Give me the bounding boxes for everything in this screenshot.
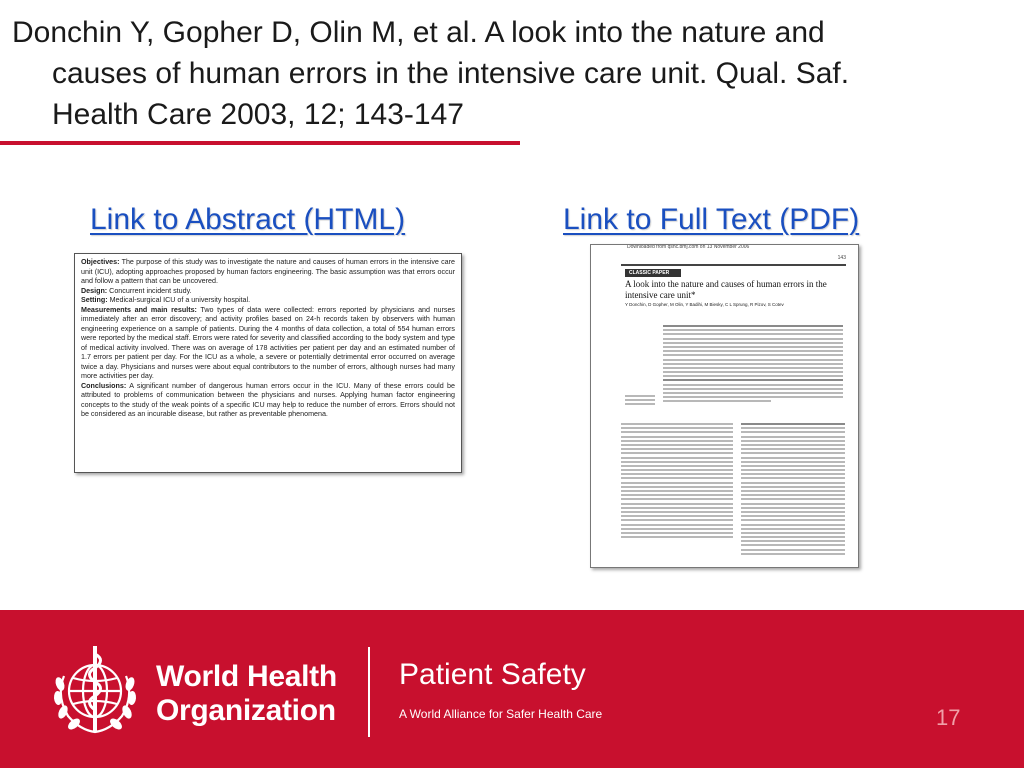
citation-line-2: causes of human errors in the intensive care unit. Qual. Saf.: [52, 57, 850, 90]
fulltext-pdf-thumbnail[interactable]: [590, 244, 859, 568]
abstract-thumbnail[interactable]: [74, 253, 462, 473]
patient-safety-title: Patient Safety: [399, 658, 586, 691]
paper-column-right: [741, 423, 845, 557]
who-name-line-2: Organization: [156, 694, 336, 727]
who-name-line-1: World Health: [156, 660, 337, 693]
paper-page-number: 143: [837, 255, 846, 261]
setting-label: Setting:: [81, 296, 108, 304]
citation-line-1: Donchin Y, Gopher D, Olin M, et al. A look into the nature and: [12, 16, 825, 49]
paper-header-rule: [621, 264, 846, 266]
abstract-html-link[interactable]: Link to Abstract (HTML): [90, 203, 406, 236]
paper-margin-note: [625, 395, 655, 408]
design-text: Concurrent incident study.: [109, 286, 192, 295]
patient-safety-subtitle: A World Alliance for Safer Health Care: [399, 707, 603, 721]
title-underline-rule: [0, 141, 520, 145]
who-name: [156, 660, 337, 728]
paper-download-line: Downloaded from qshc.bmj.com on 13 November 2006: [627, 244, 750, 250]
objectives-label: Objectives:: [81, 258, 120, 266]
conclusions-label: Conclusions:: [81, 381, 127, 390]
abstract-text: [81, 258, 455, 420]
measurements-text: Two types of data were collected: errors reported by physicians and nurses immediately after an error discovery; and activity profiles based on 24-h records taken by observers with human engineering experience on a sample of patients. During the 4 months of data collection, a total of 554 human errors were reported by the medical staff. Errors were rated for severity and classified according to the body system and type of medical activity involved. There was on average of 178 activities per patient per day and an estimated number of 1.7 errors per patient per day. For the ICU as a whole, a severe or potentially detrimental error occurred on average twice a day. Physicians and nurses were about equal contributors to the number of errors, although nurses had many more activities per day.: [81, 305, 456, 380]
citation-line-3: Health Care 2003, 12; 143-147: [52, 98, 464, 131]
fulltext-pdf-link[interactable]: Link to Full Text (PDF): [563, 203, 860, 236]
paper-abstract-block: [663, 325, 843, 405]
paper-section-banner: CLASSIC PAPER: [625, 269, 681, 277]
setting-text: Medical-surgical ICU of a university hospital.: [109, 296, 251, 304]
design-label: Design:: [81, 286, 108, 295]
paper-title: A look into the nature and causes of human errors in the intensive care unit*: [625, 279, 827, 300]
paper-column-left: [621, 423, 733, 540]
conclusions-text: A significant number of dangerous human errors occur in the ICU. Many of these errors could be attributed to problems of communication between the physicians and nurses. Applying human factor engineering concepts to the study of the weak points of a specific ICU may help to reduce the number of errors. Errors should not be considered as an incurable disease, but rather as preventable phenomena.: [81, 381, 455, 418]
citation-heading: [12, 12, 1012, 135]
slide-number: 17: [936, 705, 961, 730]
paper-authors: Y Donchin, D Gopher, M Olin, Y Badihi, M Biesky, C L Sprung, R Pizov, S Cotev: [625, 302, 784, 307]
objectives-text: The purpose of this study was to investigate the nature and causes of human errors in the intensive care unit (ICU), adopting approaches proposed by human factors engineering. The basic assumption was that errors occur and follow a pattern that can be uncovered.: [81, 258, 455, 285]
footer-divider: [368, 647, 370, 737]
measurements-label: Measurements and main results:: [81, 305, 197, 314]
who-emblem-icon: [44, 640, 146, 742]
